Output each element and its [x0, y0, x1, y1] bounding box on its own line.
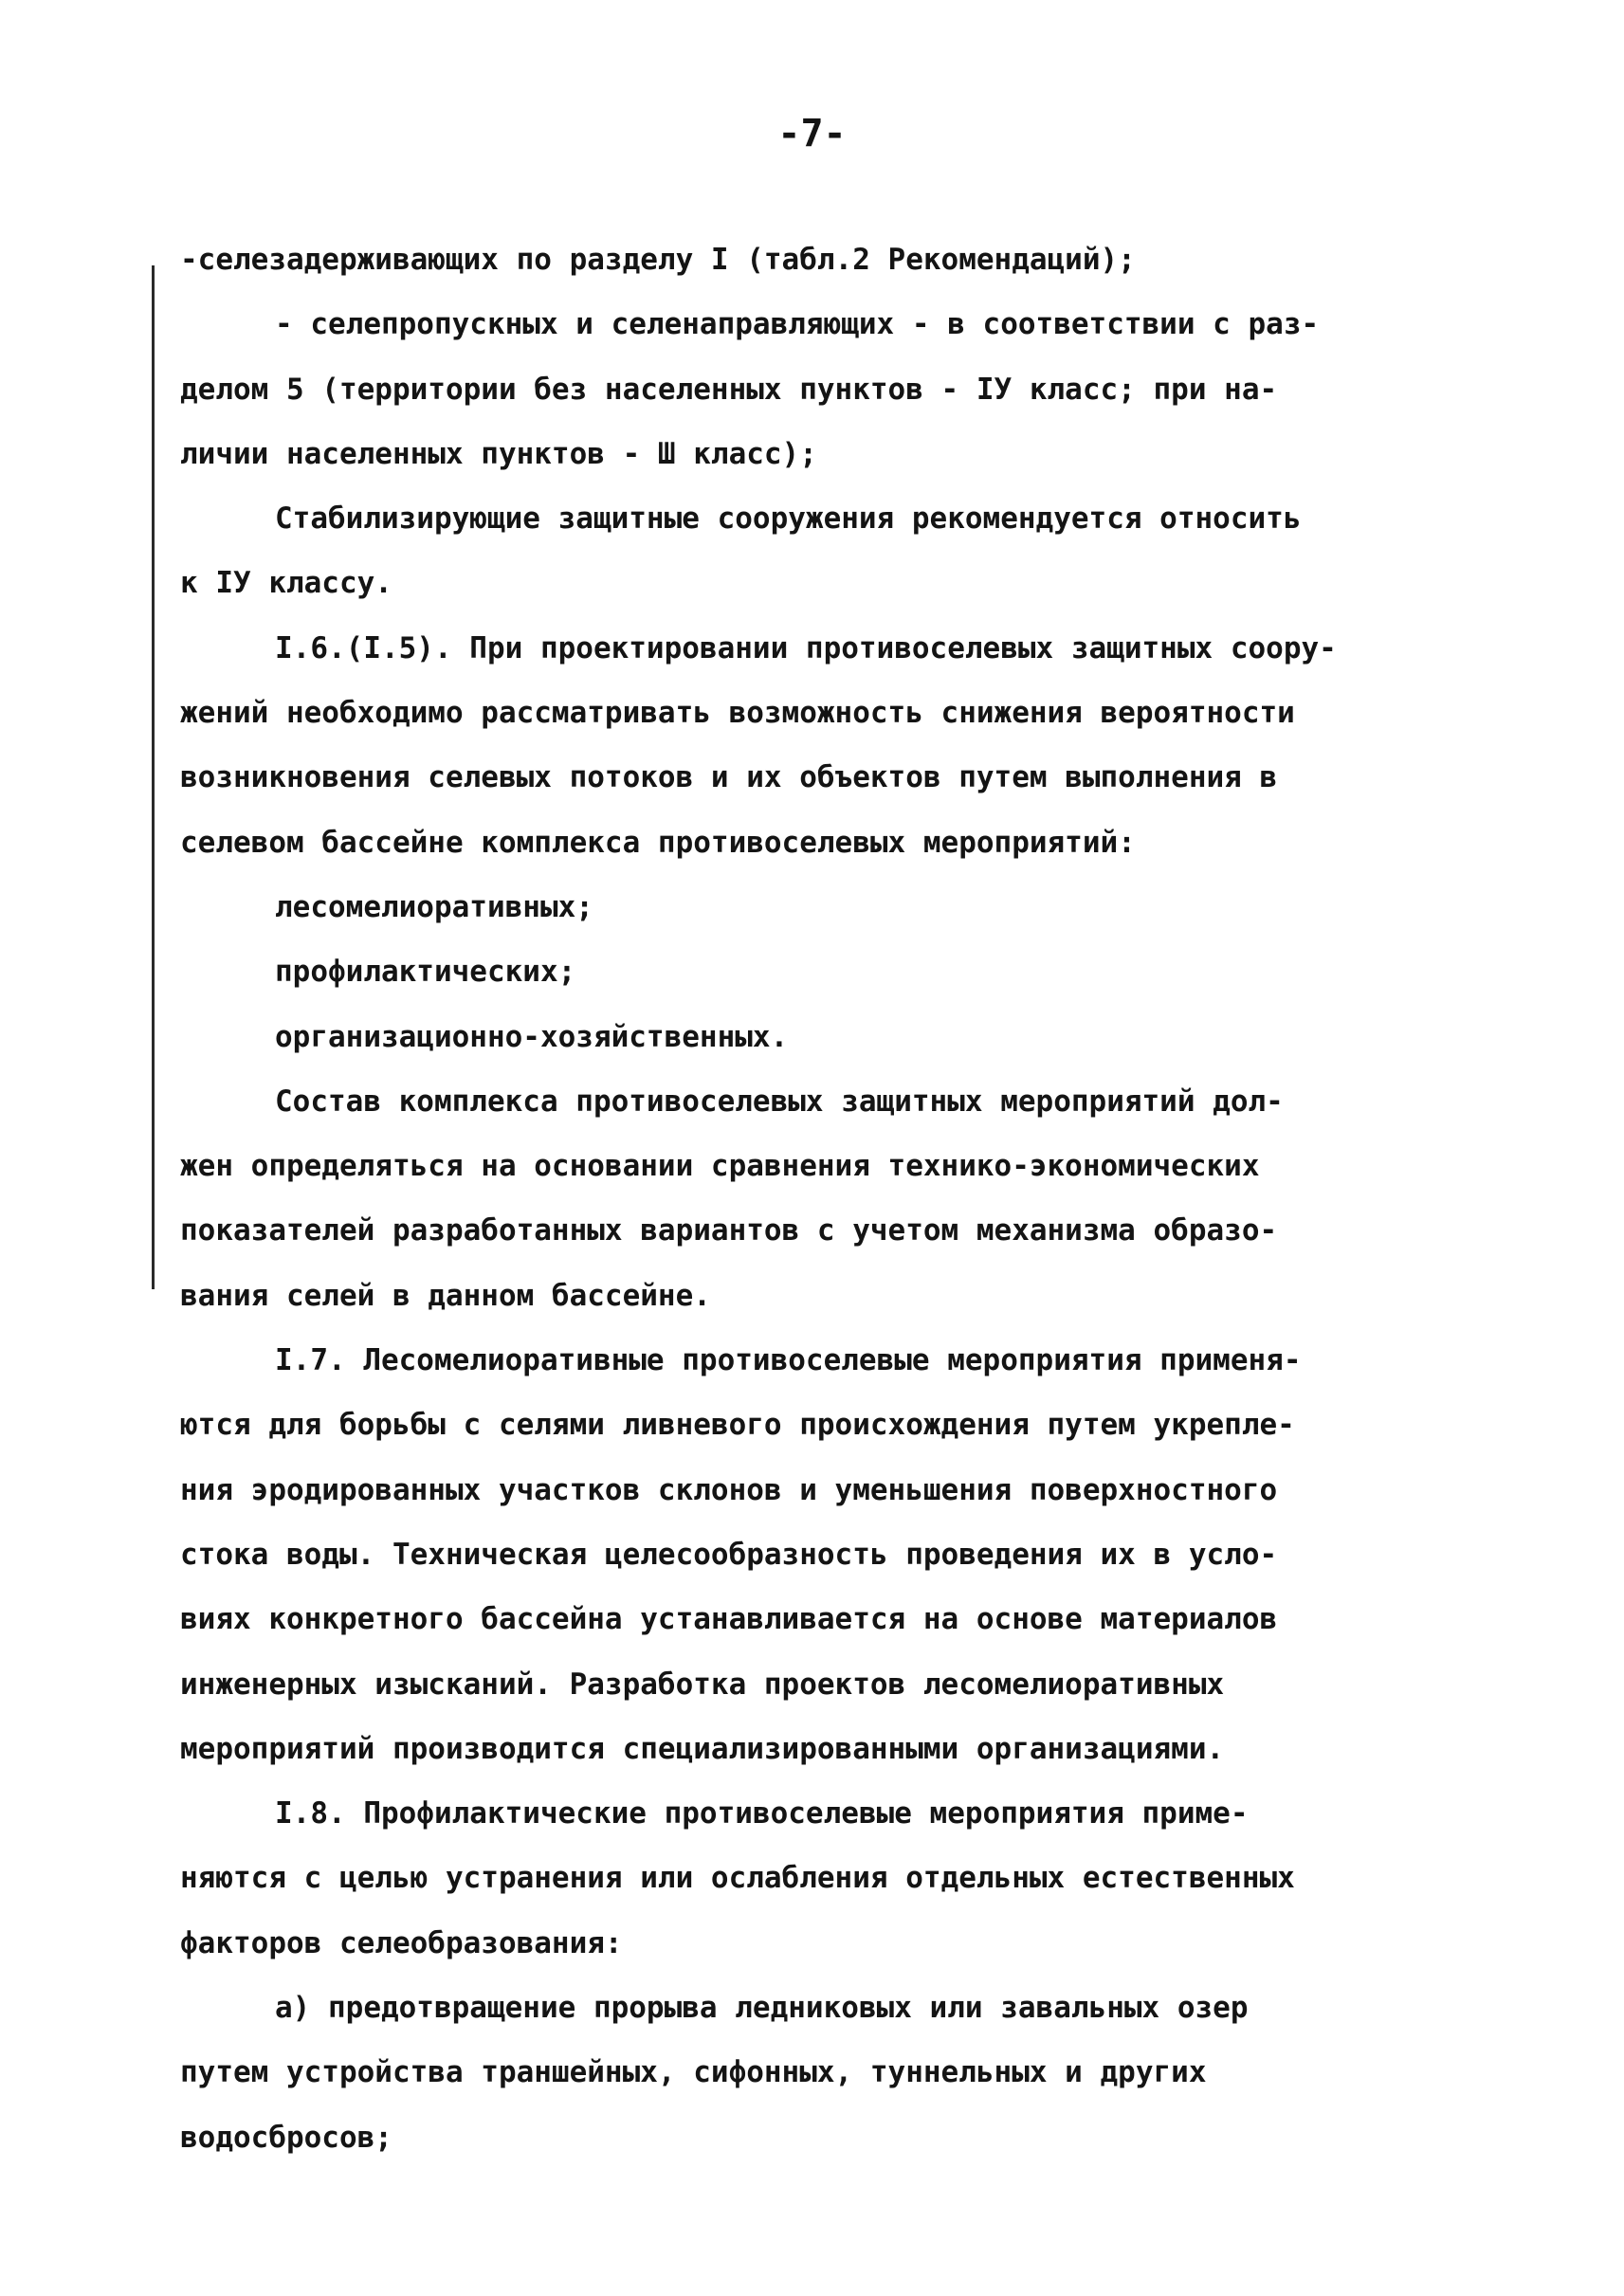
text-line: личии населенных пунктов - Ш класс); — [180, 436, 817, 471]
text-line: а) предотвращение прорыва ледниковых или завальных озер — [275, 1991, 1249, 2026]
text-line: стока воды. Техническая целесообразность проведения их в усло- — [180, 1537, 1278, 1572]
text-line: мероприятий производится специализированными организациями. — [180, 1731, 1225, 1766]
text-line: селевом бассейне комплекса противоселевых мероприятий: — [180, 825, 1136, 860]
text-line: жен определяться на основании сравнения технико-экономических — [180, 1149, 1260, 1184]
text-line: водосбросов; — [180, 2120, 392, 2155]
text-line: возникновения селевых потоков и их объектов путем выполнения в — [180, 760, 1278, 795]
text-line: вания селей в данном бассейне. — [180, 1278, 711, 1313]
text-line: I.8. Профилактические противоселевые мероприятия приме- — [275, 1796, 1249, 1831]
text-line: ются для борьбы с селями ливневого происхождения путем укрепле- — [180, 1408, 1295, 1443]
text-line: Стабилизирующие защитные сооружения рекомендуется относить — [275, 501, 1302, 537]
text-line: -селезадерживающих по разделу I (табл.2 Рекомендаций); — [180, 243, 1136, 277]
text-line: няются с целью устранения или ослабления отдельных естественных — [180, 1861, 1295, 1896]
text-line: факторов селеобразования: — [180, 1925, 623, 1960]
text-line: делом 5 (территории без населенных пунктов - IУ класс; при на- — [180, 372, 1278, 407]
text-line: профилактических; — [275, 955, 576, 990]
text-line: I.7. Лесомелиоративные противоселевые мероприятия применя- — [275, 1343, 1302, 1378]
text-line: ния эродированных участков склонов и уменьшения поверхностного — [180, 1472, 1278, 1507]
text-line: - селепропускных и селенаправляющих - в соответствии с раз- — [275, 307, 1320, 342]
text-line: виях конкретного бассейна устанавливается на основе материалов — [180, 1602, 1278, 1637]
page-number: -7- — [777, 112, 847, 155]
margin-bar — [152, 265, 155, 1289]
text-line: инженерных изысканий. Разработка проектов лесомелиоративных — [180, 1667, 1225, 1702]
text-line: жений необходимо рассматривать возможность снижения вероятности — [180, 696, 1295, 731]
text-line: лесомелиоративных; — [275, 889, 593, 924]
text-line: организационно-хозяйственных. — [275, 1019, 789, 1054]
text-line: к IУ классу. — [180, 566, 392, 601]
document-body — [180, 228, 1469, 2170]
text-line: I.6.(I.5). При проектировании противоселевых защитных соору- — [275, 630, 1337, 665]
text-line: Состав комплекса противоселевых защитных мероприятий дол- — [275, 1084, 1284, 1119]
text-line: показателей разработанных вариантов с учетом механизма образо- — [180, 1213, 1278, 1248]
text-line: путем устройства траншейных, сифонных, туннельных и других — [180, 2055, 1207, 2090]
